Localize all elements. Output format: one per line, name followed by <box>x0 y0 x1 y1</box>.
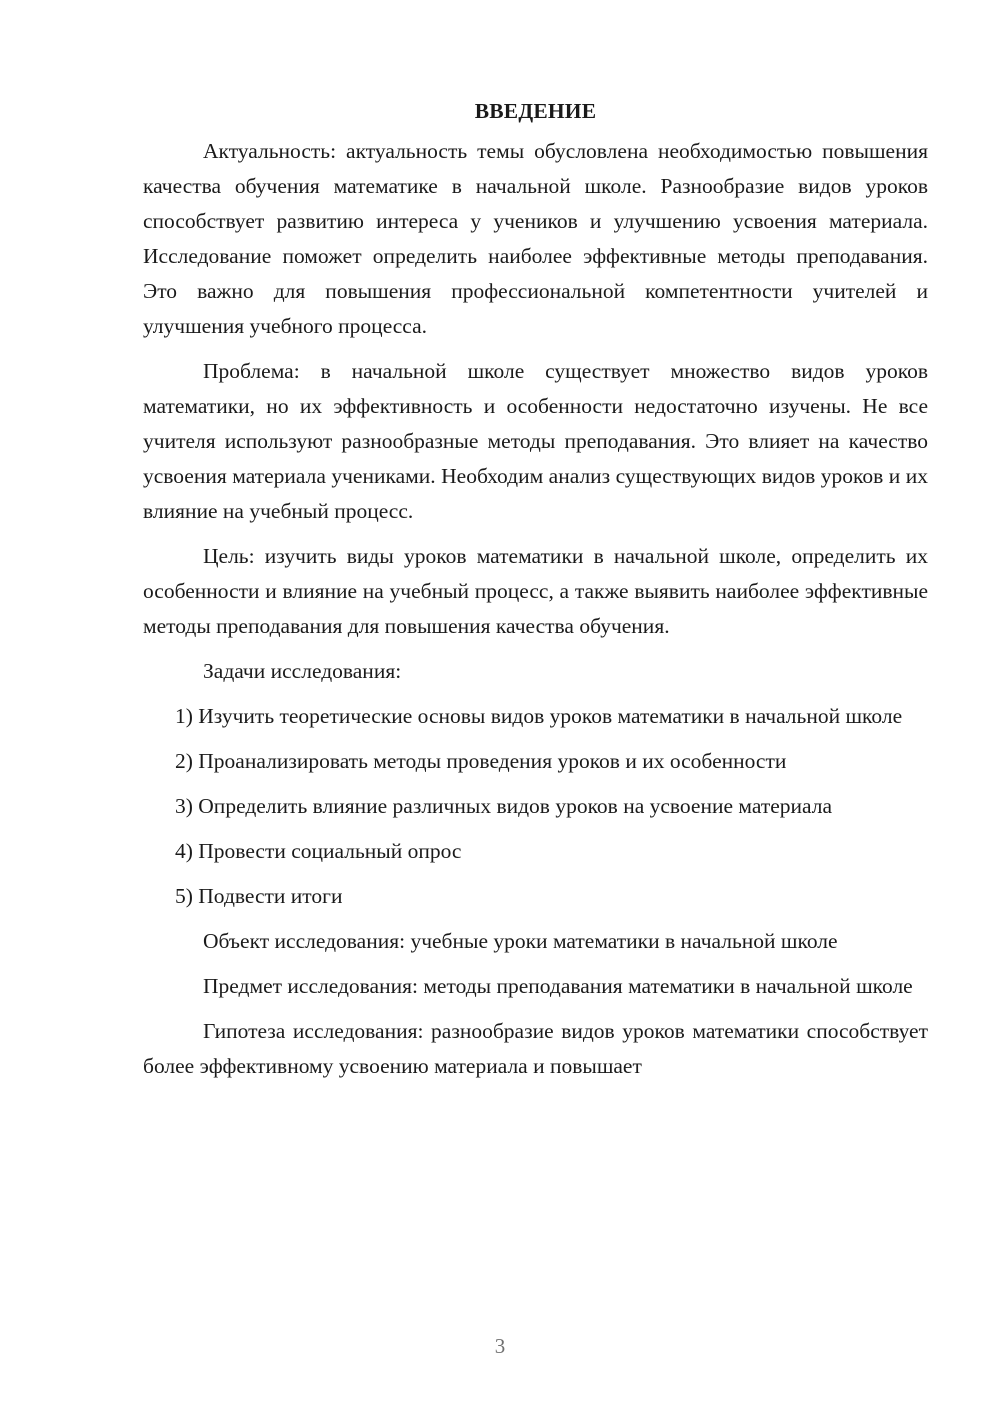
document-page <box>143 96 928 1084</box>
object-paragraph: Объект исследования: учебные уроки математики в начальной школе <box>203 929 838 953</box>
task-item: 5) Подвести итоги <box>175 884 343 908</box>
tasks-label: Задачи исследования: <box>203 659 402 683</box>
task-item: 4) Провести социальный опрос <box>175 839 462 863</box>
task-list <box>143 699 928 914</box>
hypothesis-paragraph: Гипотеза исследования: разнообразие видов уроков математики способствует более эффективному усвоению материала и повышает <box>143 1019 928 1078</box>
page-number: 3 <box>494 1334 506 1358</box>
goal-paragraph: Цель: изучить виды уроков математики в начальной школе, определить их особенности и влияние на учебный процесс, а также выявить наиболее эффективные методы преподавания для повышения качества обучения. <box>143 544 928 638</box>
subject-paragraph: Предмет исследования: методы преподавания математики в начальной школе <box>203 974 913 998</box>
relevance-paragraph: Актуальность: актуальность темы обусловлена необходимостью повышения качества обучения математике в начальной школе. Разнообразие видов уроков способствует развитию интереса у учеников и улучшению усвоения материала. Исследование поможет определить наиболее эффективные методы преподавания. Это важно для повышения профессиональной компетентности учителей и улучшения учебного процесса. <box>143 139 928 338</box>
task-item: 1) Изучить теоретические основы видов уроков математики в начальной школе <box>175 704 903 728</box>
problem-paragraph: Проблема: в начальной школе существует множество видов уроков математики, но их эффективность и особенности недостаточно изучены. Не все учителя используют разнообразные методы преподавания. Это влияет на качество усвоения материала учениками. Необходим анализ существующих видов уроков и их влияние на учебный процесс. <box>143 359 928 523</box>
section-title: ВВЕДЕНИЕ <box>474 99 597 123</box>
task-item: 3) Определить влияние различных видов уроков на усвоение материала <box>175 794 833 818</box>
task-item: 2) Проанализировать методы проведения уроков и их особенности <box>175 749 787 773</box>
